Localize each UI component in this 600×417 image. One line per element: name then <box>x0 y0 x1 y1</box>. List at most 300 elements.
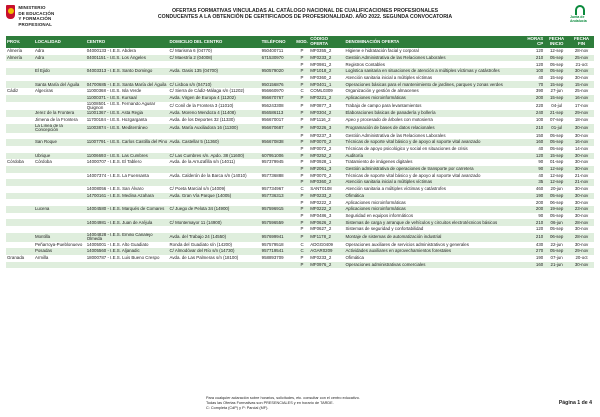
cell-fecha-inicio: 21-jun <box>544 262 569 269</box>
cell-domicilio <box>169 133 261 140</box>
offers-table <box>6 36 594 268</box>
cell-telefono: 956670838 <box>261 139 295 146</box>
cell-localidad <box>34 193 86 200</box>
cell-horas: 240 <box>524 110 545 117</box>
cell-horas: 460 <box>535 186 544 192</box>
cell-telefono: 856586113 <box>261 110 295 117</box>
cell-fecha-inicio: 05-sep <box>544 139 569 146</box>
cell-mod: P <box>300 132 304 138</box>
cell-horas: 120 <box>535 48 544 54</box>
cell-centro: 11001367 - I.E.S. Asta Regia <box>86 110 169 117</box>
cell-centro <box>86 133 169 140</box>
cell-localidad: Adra <box>34 55 86 62</box>
cell-fecha-inicio: 06-jun <box>544 219 569 226</box>
cell-domicilio: C/ Marisma 6 (04770) <box>169 48 212 54</box>
cell-mod: P <box>300 159 304 165</box>
cell-fecha-inicio: 05-sep <box>549 132 564 138</box>
cell-localidad: Córdoba <box>34 159 52 165</box>
cell-mod: P <box>295 68 309 75</box>
cell-fecha-fin: 16-nov <box>569 139 594 146</box>
cell-fecha-fin: 30-nov <box>574 159 589 165</box>
cell-horas: 90 <box>524 166 545 173</box>
cell-localidad <box>34 219 86 226</box>
cell-horas: 210 <box>524 233 545 242</box>
cell-horas: 210 <box>524 219 545 226</box>
cell-prov <box>6 186 34 193</box>
cell-fecha-fin: 30-nov <box>574 199 589 205</box>
cell-fecha-inicio: 05-sep <box>544 248 569 255</box>
cell-fecha-inicio: 06-sep <box>544 233 569 242</box>
cell-domicilio: C/ Lisboa s/n (04710) <box>169 81 261 88</box>
cell-mod: P <box>295 233 309 242</box>
cell-domicilio <box>169 179 261 186</box>
col-centro: CENTRO <box>86 36 169 48</box>
cell-prov <box>6 242 34 249</box>
cell-denominacion: Ofimática <box>345 255 364 261</box>
cell-localidad <box>34 75 86 82</box>
cell-fecha-inicio: 05-sep <box>544 55 569 62</box>
cell-horas: 70 <box>524 81 545 88</box>
cell-codigo: MF0877_3 <box>310 102 332 108</box>
cell-localidad: Santa María del Águila <box>34 81 86 88</box>
document-title: OFERTAS FORMATIVAS VINCULADAS AL CATÁLOGO NACIONAL DE CUALIFICACIONES PROFESIONALES CONDUCENTES A LA OBTENCIÓN DE CERTIFICADOS DE PROFESIONALIDAD. AÑO 2022. SEGUNDA CONVOCATORIA <box>157 8 453 21</box>
cell-fecha-fin: 30-nov <box>569 166 594 173</box>
cell-centro: 14004981 - I.E.S. Juan de Aréjula <box>86 219 169 226</box>
cell-codigo: MF0252_2 <box>309 153 344 160</box>
cell-fecha-inicio: 06-sep <box>549 199 564 205</box>
cell-mod: P <box>295 193 309 200</box>
cell-codigo: ADGG0409 <box>310 241 333 247</box>
cell-mod: P <box>300 74 304 80</box>
col-mod: MOD. <box>295 36 309 48</box>
cell-centro: 18000787 - I.E.S. Luis Bueno Crespo <box>86 255 160 261</box>
cell-domicilio: C/ Maestría 2 (04008) <box>169 55 261 62</box>
cell-prov <box>6 75 34 82</box>
cell-telefono: 607951006 <box>261 153 295 160</box>
table-row <box>6 173 594 180</box>
cell-telefono <box>261 146 295 153</box>
cell-prov <box>6 146 34 153</box>
cell-fecha-inicio: 01-jul <box>544 124 569 133</box>
cell-codigo: COML0309 <box>310 88 333 94</box>
cell-fecha-fin: 30-nov <box>569 68 594 75</box>
cell-fecha-fin: 28-nov <box>574 48 589 54</box>
cell-fecha-fin: 30-nov <box>574 74 589 80</box>
cell-denominacion: Elaboraciones básicas de panadería y bollería <box>344 110 523 117</box>
cell-centro: 04001151 - I.E.S. Los Ángeles <box>86 55 169 62</box>
cell-fecha-inicio: 15-sep <box>544 153 569 160</box>
cell-codigo: MF0222_2 <box>309 206 344 213</box>
col-fecha-fin: FECHA FIN <box>569 36 594 48</box>
cell-horas: 90 <box>538 159 544 165</box>
cell-localidad <box>34 186 86 193</box>
cell-fecha-fin: 30-nov <box>569 193 594 200</box>
cell-telefono: 957699941 <box>261 233 295 242</box>
cell-domicilio: C/ Conil de la Frontera 3 (11010) <box>169 102 234 108</box>
cell-prov <box>6 110 34 117</box>
cell-mod: P <box>295 110 309 117</box>
cell-domicilio <box>169 166 261 173</box>
cell-telefono: 950156876 <box>261 81 295 88</box>
table-row <box>6 139 594 146</box>
cell-horas: 190 <box>524 193 545 200</box>
cell-localidad: Ubrique <box>34 153 86 160</box>
col-horas: HORAS CP <box>524 36 545 48</box>
cell-localidad <box>34 102 86 111</box>
cell-fecha-inicio: 01-sep <box>549 159 564 165</box>
cell-horas: 270 <box>524 248 545 255</box>
cell-fecha-inicio: 22-jun <box>550 241 563 247</box>
table-row <box>6 219 594 226</box>
table-row <box>6 61 594 68</box>
cell-domicilio: Avda. Castellar 5 (11360) <box>169 139 261 146</box>
cell-localidad: Jimena de la Frontera <box>34 117 78 123</box>
cell-localidad <box>34 226 86 233</box>
cell-prov <box>6 139 34 146</box>
cell-mod: C <box>300 241 304 247</box>
table-row <box>6 110 594 117</box>
cell-telefono <box>261 61 295 68</box>
cell-denominacion: Gestión Administrativa de las Relaciones Laborales <box>345 132 446 138</box>
cell-mod: P <box>300 212 304 218</box>
table-row <box>6 75 594 82</box>
cell-fecha-fin: 30-nov <box>574 186 589 192</box>
cell-telefono: 958893709 <box>261 255 284 261</box>
cell-mod: P <box>300 61 304 67</box>
cell-fecha-inicio: 21-sep <box>544 110 569 117</box>
table-row <box>6 199 594 206</box>
cell-prov <box>6 219 34 226</box>
cell-fecha-fin: 16-nov <box>569 95 594 102</box>
cell-fecha-inicio: 05-sep <box>544 193 569 200</box>
cell-domicilio <box>169 226 261 233</box>
cell-horas: 35 <box>524 179 545 186</box>
cell-fecha-fin: 29-nov <box>569 110 594 117</box>
cell-telefono: 957734967 <box>261 186 284 192</box>
cell-centro <box>86 179 169 186</box>
cell-mod: P <box>300 255 304 261</box>
cell-fecha-fin: 30-nov <box>574 226 589 232</box>
cell-codigo: MF0233_2 <box>310 255 332 261</box>
cell-horas: 220 <box>535 102 544 108</box>
cell-centro: 11007791 - I.E.S. Carlos Castilla del Pino <box>86 139 168 145</box>
cell-fecha-fin: 30-nov <box>569 262 594 269</box>
cell-centro: 14005001 - I.E.S. Alto Guadiato <box>86 241 149 247</box>
cell-codigo: MF0070_2 <box>310 172 332 178</box>
cell-fecha-inicio: 05-sep <box>549 146 564 152</box>
cell-codigo: MF0626_2 <box>309 219 344 226</box>
cell-fecha-fin: 28-nov <box>569 233 594 242</box>
cell-mod: P <box>295 179 309 186</box>
cell-fecha-fin: 23-nov <box>569 206 594 213</box>
cell-horas: 120 <box>535 226 544 232</box>
cell-telefono <box>261 133 295 140</box>
cell-prov <box>6 179 34 186</box>
cell-domicilio: Ronda del Guadiato s/n (14200) <box>169 241 232 247</box>
cell-centro: 11003874 - I.E.S. Mediterráneo <box>86 124 169 133</box>
cell-centro: 11006693 - I.E.S. Las Cumbres <box>86 153 169 160</box>
cell-localidad: Jerez de la Frontera <box>34 110 86 117</box>
cell-codigo: MF0486_3 <box>310 212 332 218</box>
cell-mod: P <box>295 206 309 213</box>
table-row <box>6 226 594 233</box>
cell-mod: P <box>295 153 309 160</box>
cell-telefono: 956670017 <box>261 117 284 123</box>
cell-denominacion: Atención sanitaria a múltiples víctimas y catástrofes <box>345 186 446 192</box>
cell-denominacion: Higiene e hidratación facial y corporal <box>345 48 419 54</box>
cell-denominacion: Montaje de sistemas de automatización industrial <box>344 233 523 242</box>
cell-denominacion: Sistemas de seguridad y confortabilidad <box>345 226 424 232</box>
cell-centro: 11000371 - I.E.S. Kursaal <box>86 95 169 102</box>
cell-mod: C <box>295 248 309 255</box>
page-number: Página 1 de 4 <box>558 400 592 406</box>
cell-telefono <box>261 199 295 206</box>
cell-fecha-fin: 25-nov <box>574 88 589 94</box>
cell-denominacion: Técnicas de soporte vital básico y de apoyo al soporte vital avanzado <box>345 172 481 178</box>
cell-fecha-fin: 17-nov <box>574 102 589 108</box>
cell-horas: 160 <box>524 262 545 269</box>
table-row <box>6 124 594 133</box>
cell-domicilio <box>169 75 261 82</box>
cell-prov: Córdoba <box>7 159 24 165</box>
cell-codigo: MF0070_2 <box>309 139 344 146</box>
table-row <box>6 179 594 186</box>
cell-fecha-inicio: 27-jun <box>550 88 563 94</box>
cell-prov <box>6 153 34 160</box>
footer-notes <box>206 396 360 411</box>
cell-domicilio <box>169 213 261 220</box>
cell-denominacion: Técnicas de apoyo psicológico y social en situaciones de crisis <box>345 146 468 152</box>
spain-shield-icon <box>6 5 15 19</box>
cell-fecha-fin: 15-nov <box>569 81 594 88</box>
cell-localidad <box>34 133 86 140</box>
col-codigo: CÓDIGO OFERTA <box>309 36 344 48</box>
cell-denominacion: Auditoría <box>344 153 523 160</box>
table-row <box>6 102 594 111</box>
cell-codigo: MF0360_2 <box>310 74 332 80</box>
cell-fecha-inicio: 05-sep <box>549 226 564 232</box>
cell-horas: 90 <box>538 212 544 218</box>
cell-fecha-fin: 29-nov <box>569 248 594 255</box>
cell-centro: 14008056 - I.E.S. San Álvaro <box>86 186 144 192</box>
table-header-row <box>6 36 594 48</box>
cell-denominacion: Atención sanitaria inicial a múltiples víctimas <box>344 179 523 186</box>
cell-mod: P <box>295 55 309 62</box>
cell-codigo: MF0221_2 <box>309 95 344 102</box>
cell-horas: 160 <box>524 139 545 146</box>
cell-codigo: MF1116_2 <box>310 117 331 123</box>
cell-centro: 04000133 - I.E.S. Abdera <box>86 48 136 54</box>
col-denominacion: DENOMINACIÓN OFERTA <box>344 36 523 48</box>
cell-fecha-inicio: 15-sep <box>544 81 569 88</box>
cell-centro <box>86 213 169 220</box>
cell-denominacion: Aplicaciones microinformáticas <box>344 206 523 213</box>
cell-domicilio: C/ Montemayor 11 (14900) <box>169 219 261 226</box>
page-header <box>0 0 600 40</box>
cell-centro <box>86 262 169 269</box>
cell-denominacion: Seguridad en equipos informáticos <box>345 212 414 218</box>
cell-telefono <box>261 75 295 82</box>
cell-telefono: 956670767 <box>261 95 295 102</box>
cell-horas: 210 <box>524 124 545 133</box>
cell-horas: 40 <box>538 146 544 152</box>
cell-prov <box>6 206 34 213</box>
table-row <box>6 95 594 102</box>
cell-localidad <box>34 166 86 173</box>
cell-telefono: 957596915 <box>261 206 295 213</box>
cell-horas: 100 <box>535 117 544 123</box>
cell-telefono: 957736888 <box>261 172 284 178</box>
cell-localidad: Algeciras <box>34 88 53 94</box>
cell-horas: 40 <box>538 74 544 80</box>
cell-domicilio: Avda. Oasis 135 (04700) <box>169 68 261 75</box>
cell-horas: 150 <box>535 132 544 138</box>
cell-codigo: MF0401_1 <box>309 81 344 88</box>
cell-mod: P <box>300 117 304 123</box>
cell-domicilio: C/ Las Cumbres s/n. Apdo. 38 (11600) <box>169 153 261 160</box>
cell-fecha-fin: 21-oct <box>575 61 588 67</box>
cell-horas: 210 <box>524 55 545 62</box>
cell-fecha-inicio: 04-jul <box>551 102 563 108</box>
cell-denominacion: Aplicaciones microinformáticas <box>344 95 523 102</box>
cell-telefono <box>261 226 295 233</box>
cell-centro <box>86 199 169 206</box>
cell-fecha-inicio: 07-jun <box>550 255 563 261</box>
cell-codigo: SANT0108 <box>310 186 332 192</box>
junta-logo: Junta de Andalucía <box>570 5 590 23</box>
cell-centro <box>86 61 169 68</box>
cell-domicilio <box>169 199 261 206</box>
cell-domicilio: C/ Sierra de Cádiz-Málaga s/n (11202) <box>169 88 245 94</box>
cell-denominacion: Actividades auxiliares en aprovechamientos forestales <box>344 248 523 255</box>
cell-fecha-fin: 30-nov <box>574 241 589 247</box>
cell-fecha-fin: 14-nov <box>574 146 589 152</box>
table-row <box>6 242 594 249</box>
cell-mod: P <box>300 226 304 232</box>
footer-note: Todas las Ofertas Formativas son PRESENCIALES y en horario de TARDE. <box>206 401 334 405</box>
cell-centro: 14005560 - I.E.S. Aljanadic <box>86 248 169 255</box>
ministry-name: MINISTERIO DE EDUCACIÓN Y FORMACIÓN PROFESIONAL <box>18 5 55 27</box>
table-row <box>6 193 594 200</box>
cell-telefono: 957596559 <box>261 219 295 226</box>
col-localidad: LOCALIDAD <box>34 36 86 48</box>
cell-prov <box>6 199 34 206</box>
cell-telefono: 956243308 <box>261 102 284 108</box>
cell-fecha-fin: 21-nov <box>569 179 594 186</box>
cell-denominacion: Ofimática <box>344 193 523 200</box>
cell-centro: 11008501 - I.E.S. Fernando Aguilar Quignon <box>86 101 156 110</box>
cell-fecha-fin: 30-nov <box>574 132 589 138</box>
cell-codigo: MF1018_2 <box>309 68 344 75</box>
cell-centro: 11000368 - I.E.S. Isla Verde <box>86 88 142 94</box>
cell-denominacion: Aplicaciones microinformáticas <box>345 199 406 205</box>
cell-denominacion: Programación de bases de datos relacionales <box>344 124 523 133</box>
cell-centro: 14007374 - I.E.S. La Fuensanta <box>86 172 149 178</box>
cell-codigo: MF0355_2 <box>310 48 332 54</box>
cell-prov <box>6 226 34 233</box>
table-row <box>6 88 594 95</box>
cell-domicilio <box>169 262 261 269</box>
cell-codigo: MF0233_2 <box>309 193 344 200</box>
cell-codigo: MF0222_2 <box>310 199 332 205</box>
cell-telefono: 956660970 <box>261 88 284 94</box>
table-row <box>6 133 594 140</box>
cell-telefono: 957719541 <box>261 248 295 255</box>
cell-horas: 200 <box>524 206 545 213</box>
cell-prov: Cádiz <box>7 88 19 94</box>
cell-mod: P <box>300 48 304 54</box>
cell-fecha-inicio: 12-sep <box>549 172 564 178</box>
cell-domicilio: Avda. de la Arruzafilla s/n (14011) <box>169 159 235 165</box>
cell-domicilio <box>169 61 261 68</box>
table-row <box>6 262 594 269</box>
cell-codigo: MF0237_3 <box>310 132 332 138</box>
cell-mod: P <box>300 199 304 205</box>
cell-prov <box>6 124 34 133</box>
cell-fecha-fin: 18-nov <box>574 117 589 123</box>
table-row <box>6 248 594 255</box>
cell-localidad <box>34 61 86 68</box>
cell-mod: P <box>300 172 304 178</box>
cell-fecha-inicio: 12-sep <box>549 48 564 54</box>
government-logo <box>6 5 82 33</box>
cell-mod: P <box>295 139 309 146</box>
cell-fecha-inicio: 19-sep <box>544 206 569 213</box>
table-row <box>6 68 594 75</box>
cell-prov <box>6 61 34 68</box>
cell-centro: 04700685 - I.E.S. Santa María del Águila <box>86 81 167 87</box>
cell-domicilio: Avda. Virgen de Europa 4 (11202) <box>169 95 261 102</box>
cell-localidad <box>34 173 86 180</box>
cell-mod: P <box>295 81 309 88</box>
cell-centro <box>86 166 169 173</box>
cell-mod: P <box>295 219 309 226</box>
cell-fecha-inicio: 05-sep <box>544 68 569 75</box>
cell-fecha-inicio: 05-sep <box>549 212 564 218</box>
cell-domicilio: Avda. del Trabajo 24 (14550) <box>169 233 261 242</box>
cell-domicilio: Avda. Calderón de la Barca s/n (14010) <box>169 172 247 178</box>
cell-mod: P <box>300 102 304 108</box>
cell-domicilio: C/ Almodóvar del Río s/n (14730) <box>169 248 261 255</box>
cell-localidad <box>34 179 86 186</box>
table-row <box>6 186 594 193</box>
cell-fecha-fin: 20-oct <box>575 255 588 261</box>
cell-telefono <box>261 262 295 269</box>
cell-telefono: 957736313 <box>261 193 295 200</box>
cell-telefono: 950579020 <box>261 68 295 75</box>
cell-fecha-inicio: 07-sep <box>549 117 564 123</box>
cell-denominacion: Sistemas de carga y arranque de vehículos y circuitos electrotécnicos básicos <box>344 219 523 226</box>
table-row <box>6 206 594 213</box>
cell-horas: 190 <box>535 255 544 261</box>
cell-codigo: MF0226_3 <box>309 124 344 133</box>
table-row <box>6 213 594 220</box>
cell-centro: 14004828 - I.E.S. Emilio Canalejo Olmeda <box>86 233 169 242</box>
col-domicilio: DOMICILIO DEL CENTRO <box>169 36 261 48</box>
cell-prov <box>6 166 34 173</box>
cell-localidad <box>34 213 86 220</box>
cell-domicilio <box>169 146 261 153</box>
cell-domicilio: Avda. Moreno Mendoza 4 (11408) <box>169 110 261 117</box>
cell-centro: 04003313 - I.E.S. Santo Domingo <box>86 68 169 75</box>
col-fecha-inicio: FECHA INICIO <box>544 36 569 48</box>
cell-localidad: San Roque <box>34 139 86 146</box>
table-row <box>6 81 594 88</box>
cell-horas: 40 <box>538 172 544 178</box>
table-row <box>6 153 594 160</box>
cell-prov: Almería <box>6 55 34 62</box>
cell-telefono: 950400711 <box>261 48 284 54</box>
